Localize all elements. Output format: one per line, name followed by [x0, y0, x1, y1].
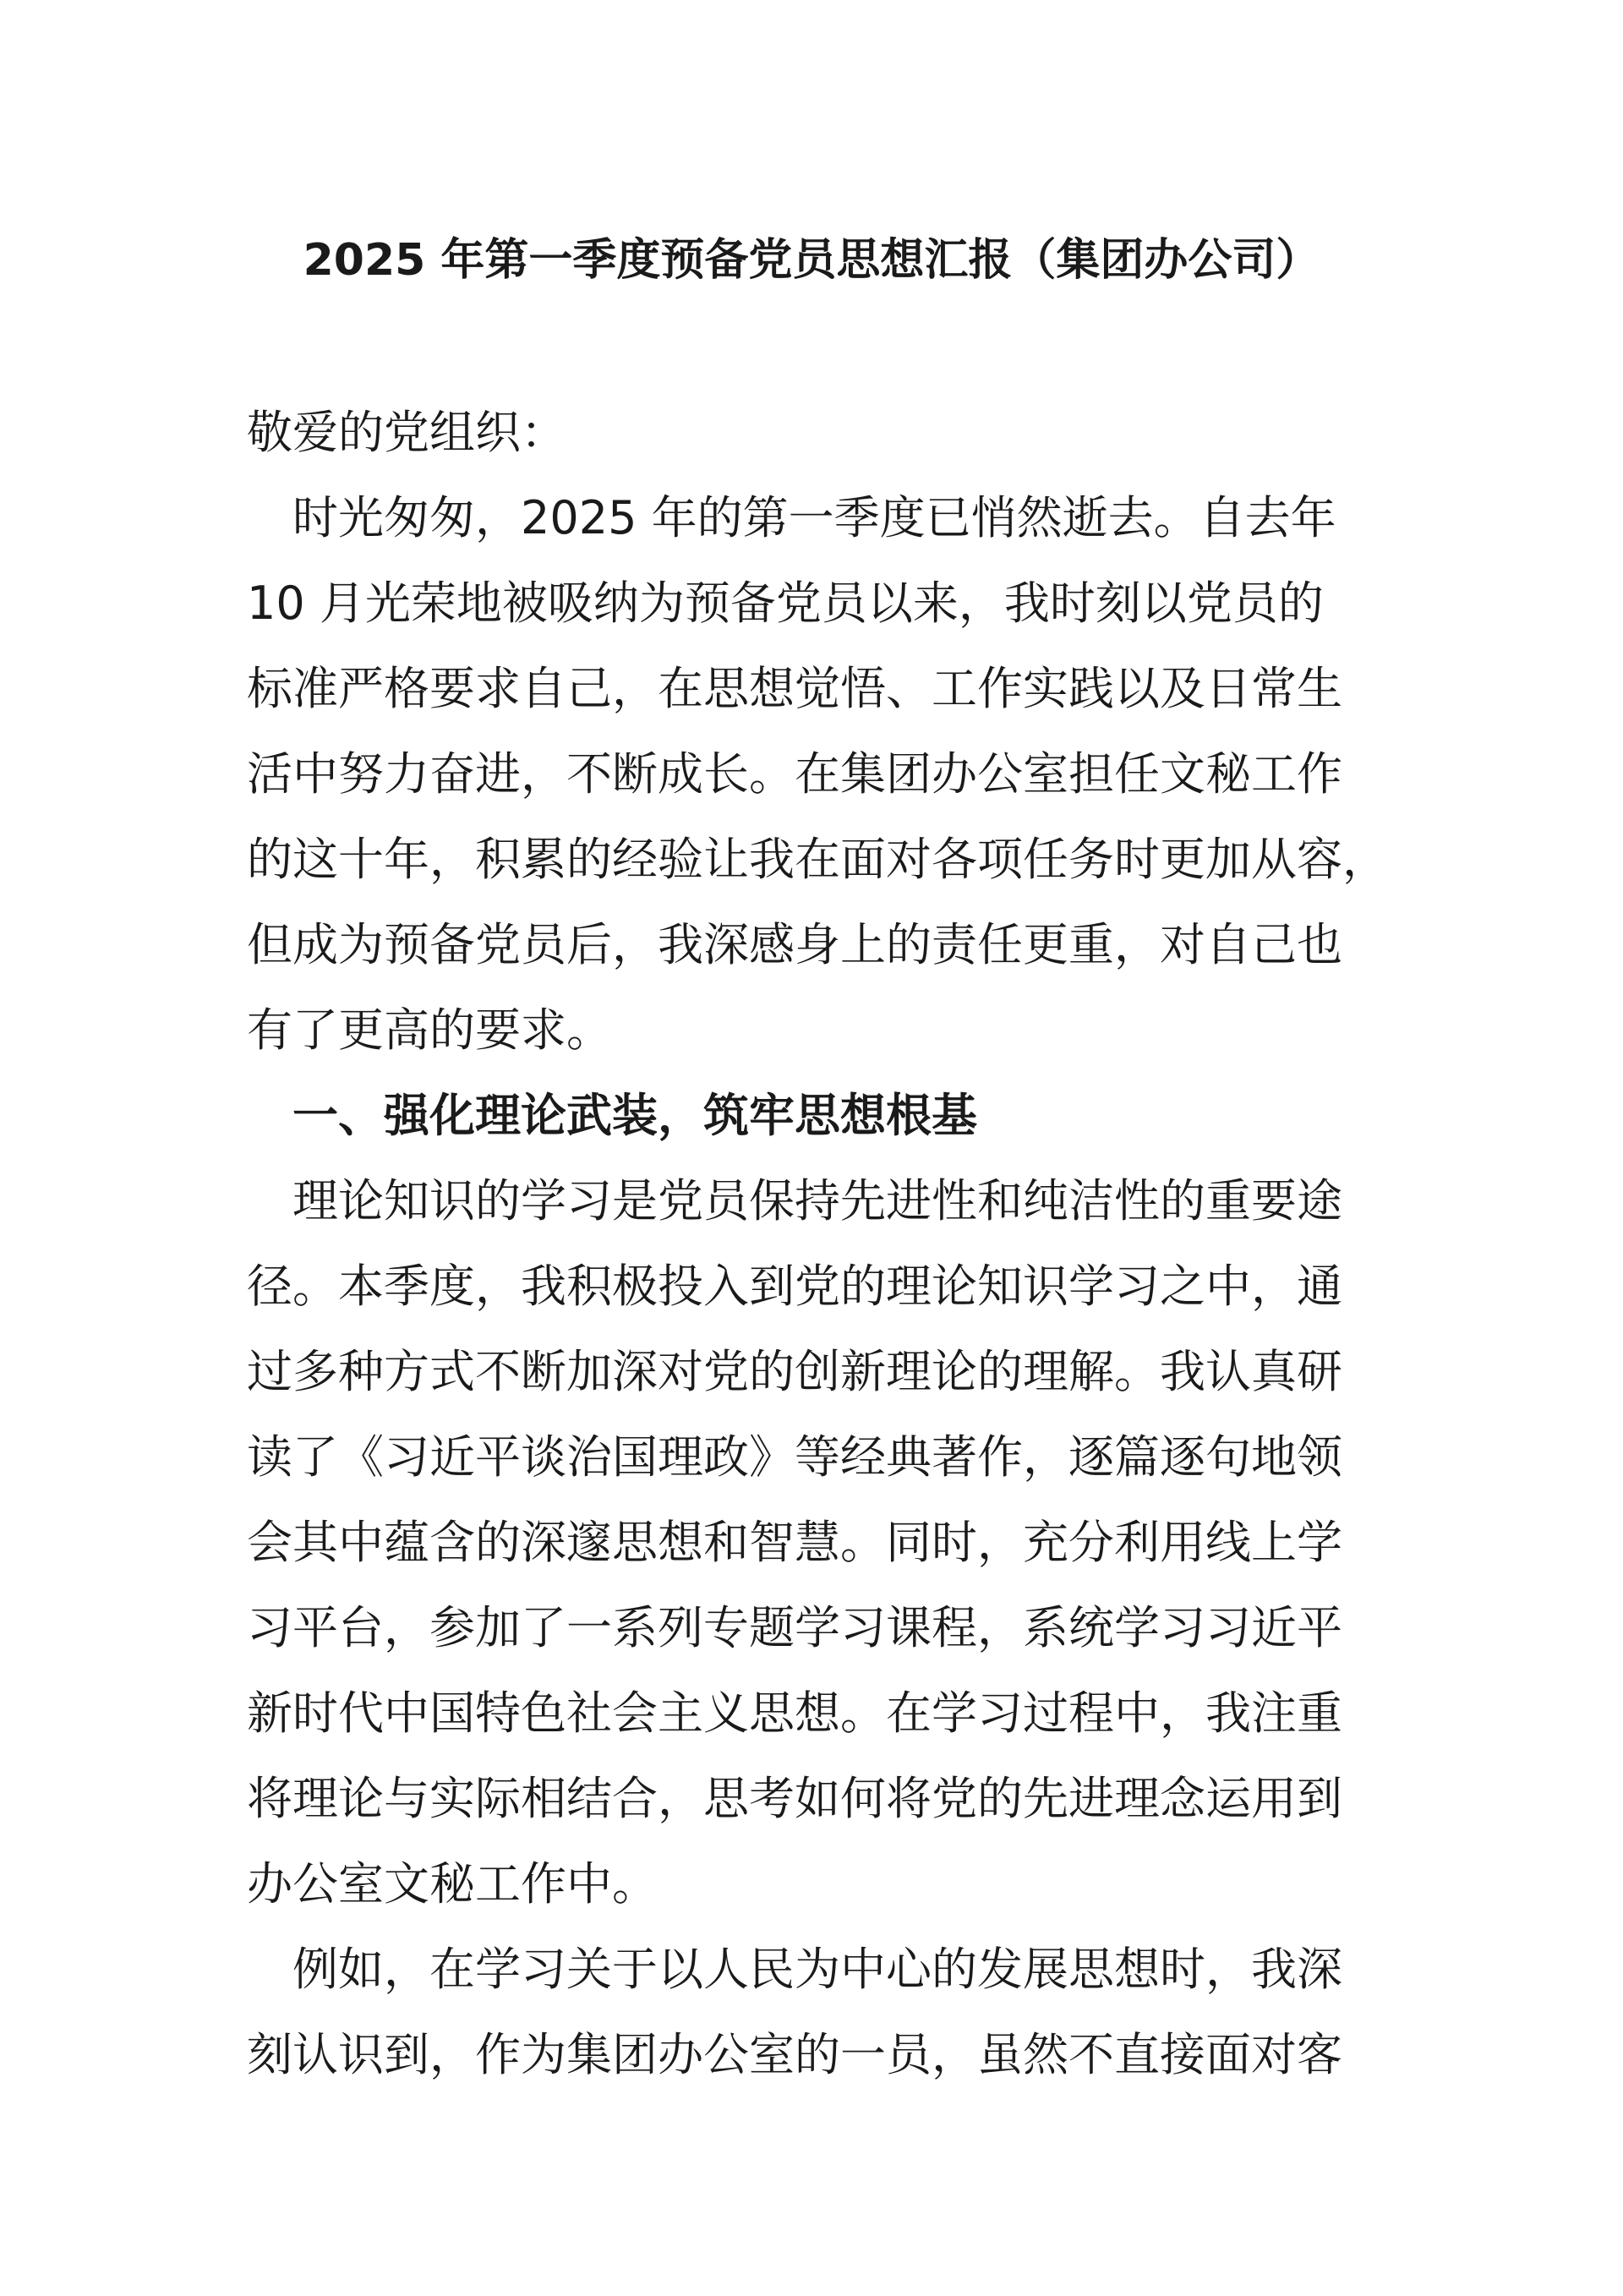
- paragraph-line: 活中努力奋进，不断成长。在集团办公室担任文秘工作: [247, 747, 1342, 801]
- paragraph-line: 有了更高的要求。: [247, 1003, 612, 1057]
- paragraph-line: 办公室文秘工作中。: [247, 1857, 658, 1911]
- salutation-line: 敬爱的党组织：: [247, 406, 566, 459]
- document-title: 2025 年第一季度预备党员思想汇报（集团办公司）: [303, 235, 1320, 286]
- paragraph-line: 会其中蕴含的深邃思想和智慧。同时，充分利用线上学: [247, 1516, 1342, 1569]
- paragraph-line: 将理论与实际相结合，思考如何将党的先进理念运用到: [247, 1772, 1342, 1825]
- paragraph-line: 习平台，参加了一系列专题学习课程，系统学习习近平: [247, 1601, 1342, 1654]
- paragraph-line: 标准严格要求自己，在思想觉悟、工作实践以及日常生: [247, 662, 1342, 715]
- paragraph-line: 的这十年，积累的经验让我在面对各项任务时更加从容，: [247, 833, 1388, 886]
- paragraph-line: 理论知识的学习是党员保持先进性和纯洁性的重要途: [247, 1174, 1342, 1227]
- paragraph-line: 读了《习近平谈治国理政》等经典著作，逐篇逐句地领: [247, 1430, 1342, 1484]
- paragraph-line: 过多种方式不断加深对党的创新理论的理解。我认真研: [247, 1345, 1342, 1398]
- paragraph-line: 10 月光荣地被吸纳为预备党员以来，我时刻以党员的: [247, 577, 1324, 630]
- paragraph-line: 径。本季度，我积极投入到党的理论知识学习之中，通: [247, 1260, 1342, 1313]
- section-heading: 一、强化理论武装，筑牢思想根基: [247, 1089, 977, 1142]
- paragraph-line: 例如，在学习关于以人民为中心的发展思想时，我深: [247, 1943, 1342, 1996]
- paragraph-line: 新时代中国特色社会主义思想。在学习过程中，我注重: [247, 1686, 1342, 1740]
- paragraph-line: 但成为预备党员后，我深感身上的责任更重，对自己也: [247, 918, 1342, 971]
- paragraph-line: 刻认识到，作为集团办公室的一员，虽然不直接面对客: [247, 2028, 1342, 2081]
- document-body: [247, 390, 1422, 2097]
- paragraph-line: 时光匆匆，2025 年的第一季度已悄然逝去。自去年: [247, 491, 1336, 544]
